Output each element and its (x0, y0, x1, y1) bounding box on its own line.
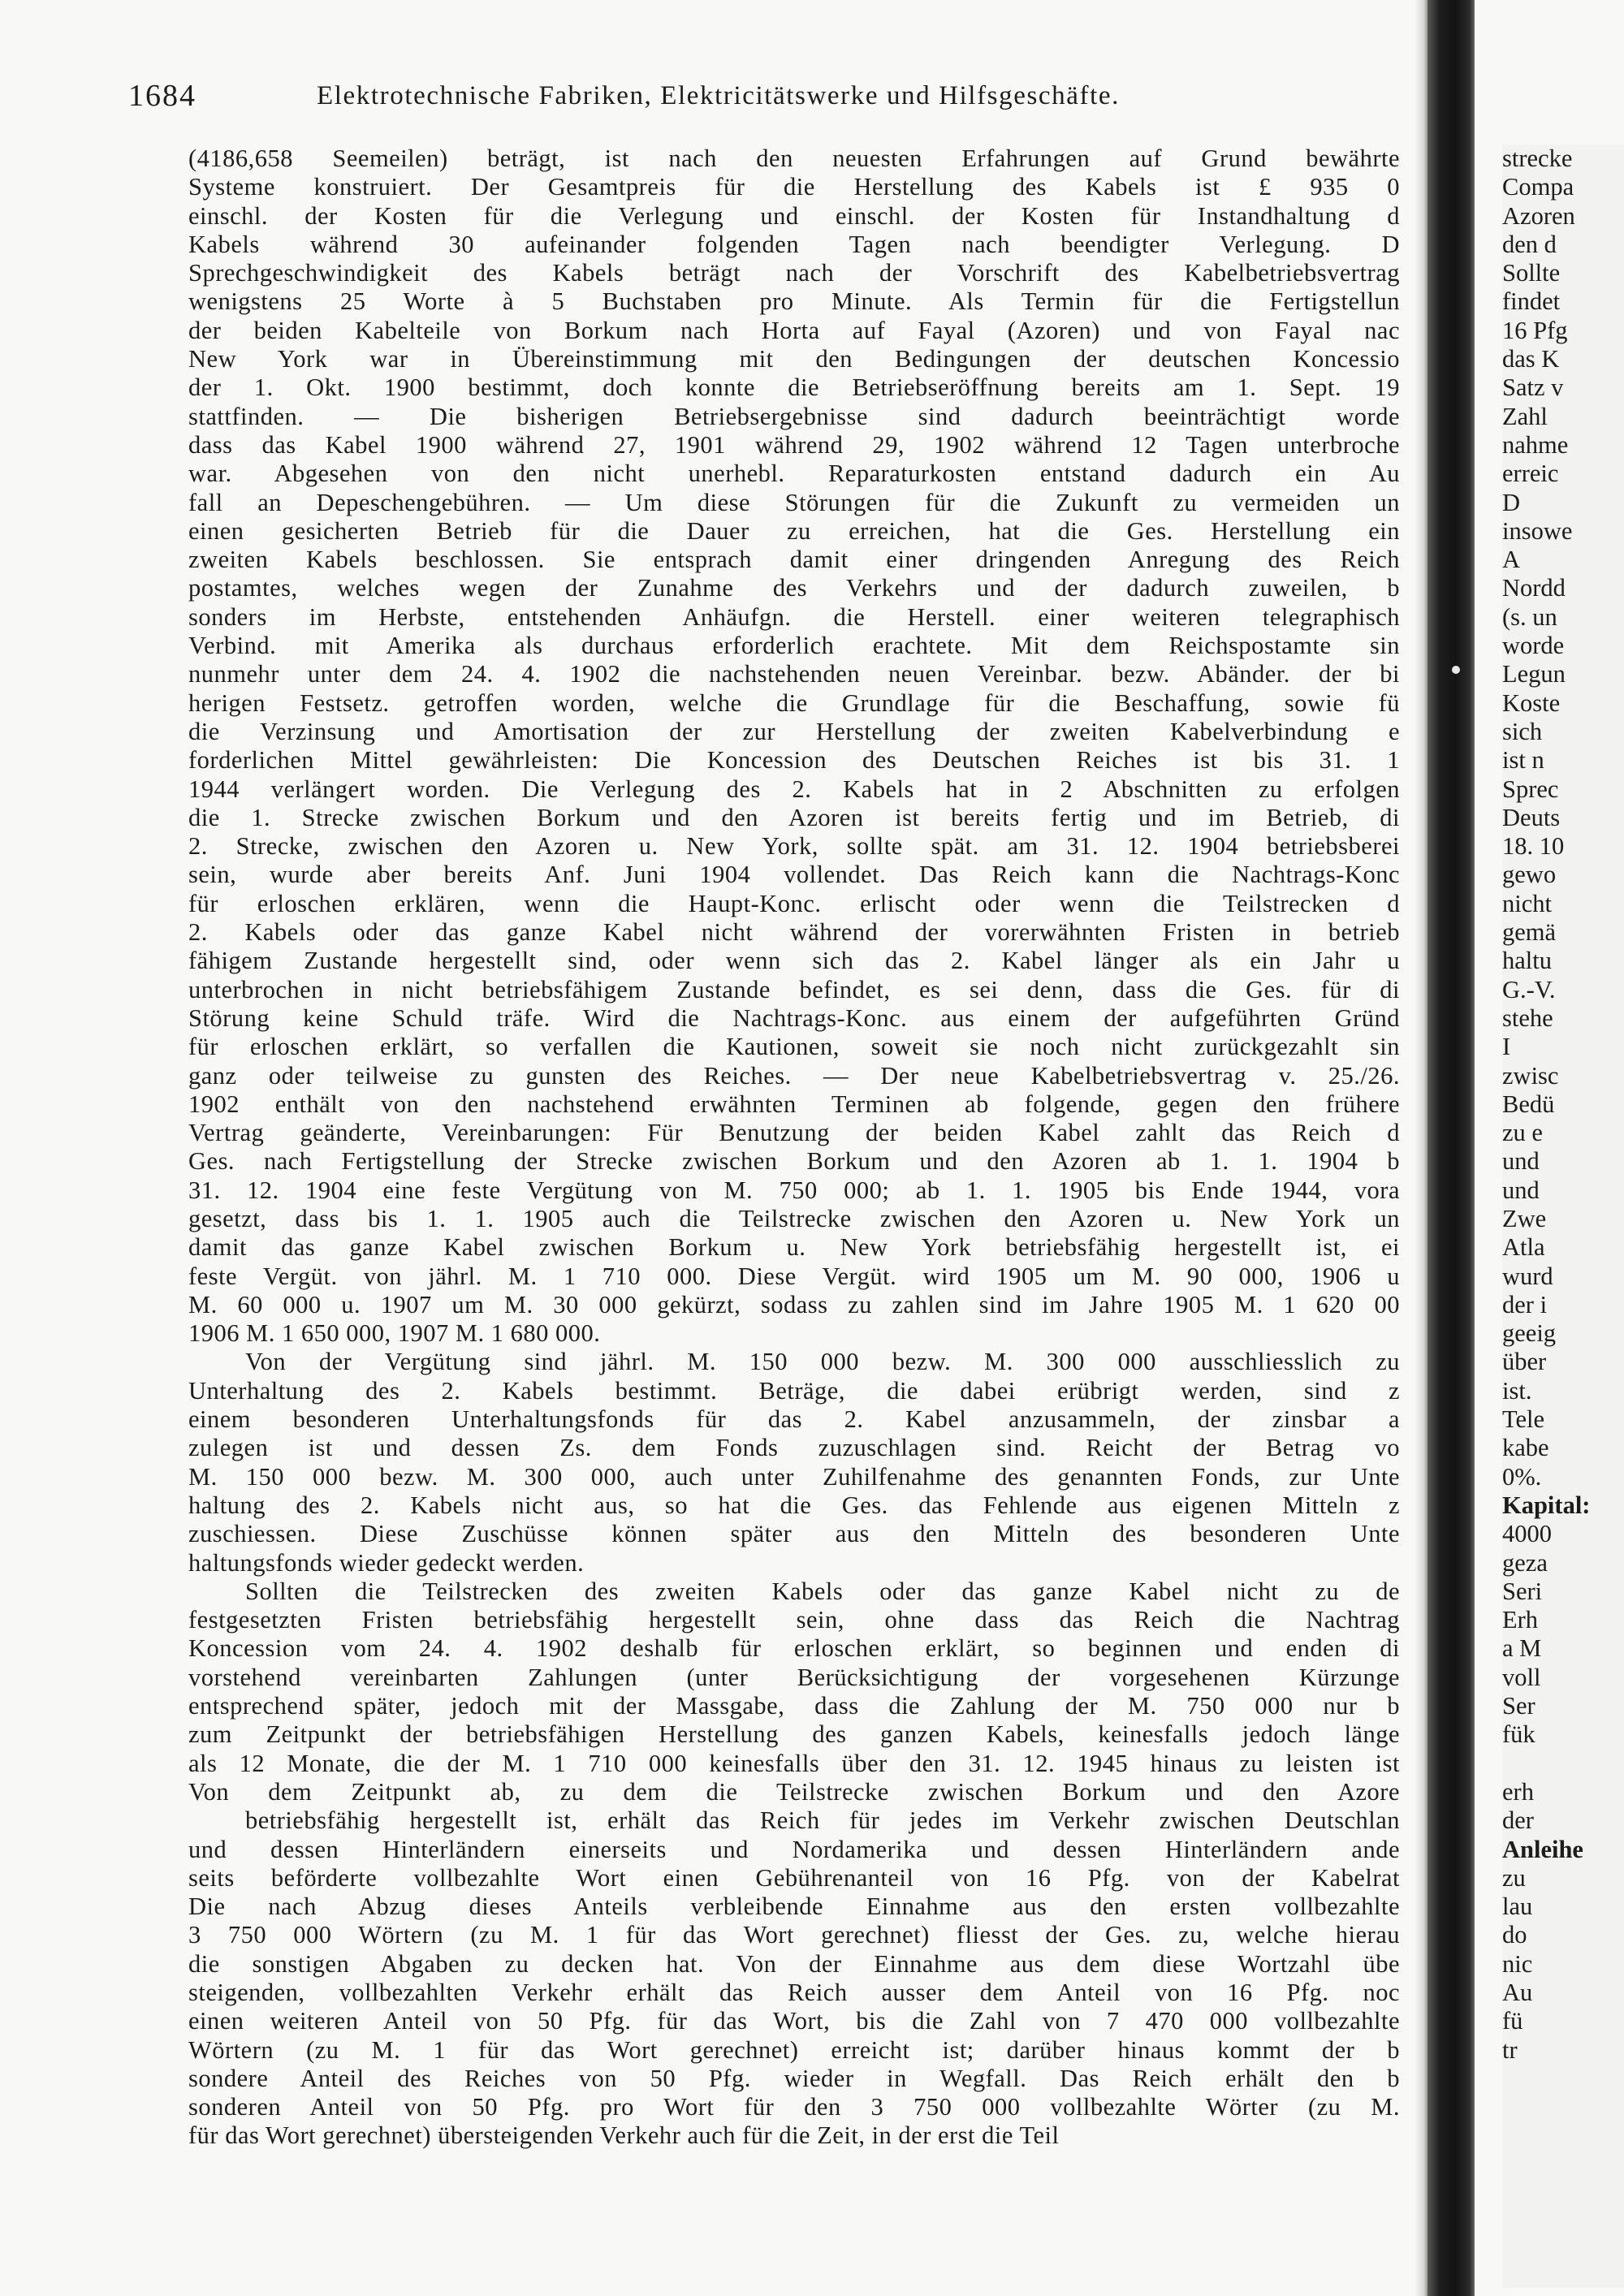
facing-text-line: Anleihe (1502, 1835, 1583, 1863)
text-line: Von dem Zeitpunkt ab, zu dem die Teilstrecke zwischen Borkum und den Azore (188, 1777, 1400, 1806)
text-line: die 1. Strecke zwischen Borkum und den Azoren ist bereits fertig und im Betrieb, di (188, 803, 1400, 831)
text-line: M. 150 000 bezw. M. 300 000, auch unter Zuhilfenahme des genannten Fonds, zur Unte (188, 1462, 1400, 1491)
text-line: unterbrochen in nicht betriebsfähigem Zustande befindet, es sei denn, dass die Ges. für di (188, 975, 1400, 1003)
facing-text-line: nahme (1502, 430, 1569, 459)
facing-text-line: worde (1502, 632, 1565, 660)
facing-text-line: Ser (1502, 1692, 1535, 1720)
text-line: einen gesicherten Betrieb für die Dauer zu erreichen, hat die Ges. Herstellung ein (188, 516, 1400, 545)
book-gutter (1427, 0, 1475, 2296)
text-line: sonders im Herbste, entstehenden Anhäufgn. die Herstell. einer weiteren telegraphisch (188, 602, 1400, 631)
text-line: stattfinden. — Die bisherigen Betriebsergebnisse sind dadurch beeinträchtigt worde (188, 402, 1400, 430)
facing-text-line: zu e (1502, 1119, 1543, 1147)
facing-text-line: 16 Pfg (1502, 316, 1568, 344)
facing-text-line: Zwe (1502, 1204, 1547, 1232)
text-line: der 1. Okt. 1900 bestimmt, doch konnte die Betriebseröffnung bereits am 1. Sept. 19 (188, 373, 1400, 402)
facing-text-line: a M (1502, 1634, 1542, 1663)
text-line: New York war in Übereinstimmung mit den Bedingungen der deutschen Koncessio (188, 345, 1400, 373)
facing-text-line: Zahl (1502, 402, 1548, 430)
facing-text-line: (s. un (1502, 602, 1557, 631)
text-line: entsprechend später, jedoch mit der Massgabe, dass die Zahlung der M. 750 000 nur b (188, 1692, 1400, 1720)
text-line: vorstehend vereinbarten Zahlungen (unter Berücksichtigung der vorgesehenen Kürzunge (188, 1663, 1400, 1691)
facing-text-line: Satz v (1502, 373, 1564, 402)
text-line: fall an Depeschengebühren. — Um diese Störungen für die Zukunft zu vermeiden un (188, 488, 1400, 516)
main-text-column (188, 145, 1400, 2231)
facing-text-line: voll (1502, 1663, 1541, 1691)
facing-text-line: insowe (1502, 516, 1573, 545)
facing-text-line: der i (1502, 1290, 1548, 1318)
text-line: Ges. nach Fertigstellung der Strecke zwischen Borkum und den Azoren ab 1. 1. 1904 b (188, 1147, 1400, 1176)
facing-text-line: gewo (1502, 861, 1557, 889)
text-line: steigenden, vollbezahlten Verkehr erhält das Reich ausser dem Anteil von 16 Pfg. noc (188, 1979, 1400, 2006)
text-line: zweiten Kabels beschlossen. Sie entsprach damit einer dringenden Anregung des Reich (188, 546, 1400, 574)
text-line: herigen Festsetz. getroffen worden, welche die Grundlage für die Beschaffung, sowie fü (188, 688, 1400, 717)
text-line: Systeme konstruiert. Der Gesamtpreis für die Herstellung des Kabels ist £ 935 0 (188, 173, 1400, 201)
facing-text-line: findet (1502, 287, 1561, 316)
facing-text-line: Tele (1502, 1405, 1545, 1434)
facing-text-line: D (1502, 488, 1521, 516)
facing-text-line: Sollte (1502, 259, 1561, 287)
facing-text-line: ist. (1502, 1376, 1532, 1405)
text-line: zum Zeitpunkt der betriebsfähigen Herstellung des ganzen Kabels, keinesfalls jedoch länge (188, 1720, 1400, 1749)
text-line: Die nach Abzug dieses Anteils verbleibende Einnahme aus den ersten vollbezahlte (188, 1892, 1400, 1921)
facing-text-line: Compa (1502, 173, 1574, 201)
running-title: Elektrotechnische Fabriken, Elektricitätswerke und Hilfsgeschäfte. (317, 81, 1120, 110)
facing-text-line: G.-V. (1502, 975, 1556, 1003)
page-edge-shadow (1415, 0, 1427, 2296)
facing-text-line: Atla (1502, 1233, 1545, 1262)
text-line: Unterhaltung des 2. Kabels bestimmt. Beträge, die dabei erübrigt werden, sind z (188, 1376, 1400, 1405)
text-line: wenigstens 25 Worte à 5 Buchstaben pro Minute. Als Termin für die Fertigstellun (188, 287, 1400, 316)
text-line: 2. Strecke, zwischen den Azoren u. New York, sollte spät. am 31. 12. 1904 betriebsberei (188, 832, 1400, 861)
text-line: 1906 M. 1 650 000, 1907 M. 1 680 000. (188, 1319, 601, 1348)
text-line: einen weiteren Anteil von 50 Pfg. für das Wort, bis die Zahl von 7 470 000 vollbezahlte (188, 2007, 1400, 2035)
facing-text-line: und (1502, 1147, 1540, 1176)
text-line: festgesetzten Fristen betriebsfähig hergestellt sein, ohne dass das Reich die Nachtrag (188, 1606, 1400, 1634)
facing-text-line: sich (1502, 717, 1543, 745)
page-number: 1684 (128, 79, 197, 113)
text-line: fähigem Zustande hergestellt sind, oder wenn sich das 2. Kabel länger als ein Jahr u (188, 947, 1400, 975)
facing-text-line: 0%. (1502, 1462, 1542, 1491)
facing-text-line: Erh (1502, 1606, 1539, 1634)
text-line: forderlichen Mittel gewährleisten: Die Koncession des Deutschen Reiches ist bis 31. 1 (188, 746, 1400, 775)
facing-text-line: Bedü (1502, 1090, 1555, 1118)
facing-text-line: stehe (1502, 1003, 1553, 1032)
text-line: haltung des 2. Kabels nicht aus, so hat die Ges. das Fehlende aus eigenen Mitteln z (188, 1491, 1400, 1519)
facing-text-line: geeig (1502, 1319, 1557, 1348)
facing-text-line: nic (1502, 1949, 1533, 1978)
facing-text-line: und (1502, 1176, 1540, 1204)
facing-text-line: das K (1502, 345, 1560, 373)
text-line: (4186,658 Seemeilen) beträgt, ist nach den neuesten Erfahrungen auf Grund bewährte (188, 145, 1400, 172)
facing-text-line: Azoren (1502, 201, 1575, 230)
facing-text-line: zwisc (1502, 1061, 1559, 1090)
text-line: als 12 Monate, die der M. 1 710 000 keinesfalls über den 31. 12. 1945 hinaus zu leisten ist (188, 1749, 1400, 1777)
text-line: M. 60 000 u. 1907 um M. 30 000 gekürzt, sodass zu zahlen sind im Jahre 1905 M. 1 620 00 (188, 1290, 1400, 1318)
text-line: einschl. der Kosten für die Verlegung und einschl. der Kosten für Instandhaltung d (188, 201, 1400, 230)
facing-text-line: gemä (1502, 918, 1557, 947)
facing-text-line: Au (1502, 1979, 1533, 2006)
text-line: Verbind. mit Amerika als durchaus erforderlich erachtete. Mit dem Reichspostamte sin (188, 632, 1400, 660)
text-line: haltungsfonds wieder gedeckt werden. (188, 1548, 585, 1577)
text-line: Vertrag geänderte, Vereinbarungen: Für Benutzung der beiden Kabel zahlt das Reich d (188, 1119, 1400, 1147)
facing-text-line: der (1502, 1806, 1534, 1835)
text-line: einem besonderen Unterhaltungsfonds für das 2. Kabel anzusammeln, der zinsbar a (188, 1405, 1400, 1434)
facing-text-line: 4000 (1502, 1520, 1552, 1548)
facing-text-line: erh (1502, 1777, 1534, 1806)
facing-text-line: wurd (1502, 1262, 1553, 1290)
text-line: 2. Kabels oder das ganze Kabel nicht während der vorerwähnten Fristen in betrieb (188, 918, 1400, 947)
facing-text-line: strecke (1502, 145, 1573, 172)
facing-text-line: nicht (1502, 889, 1552, 917)
text-line: seits beförderte vollbezahlte Wort einen Gebührenanteil von 16 Pfg. von der Kabelrat (188, 1863, 1400, 1892)
text-line: für erloschen erklärt, so verfallen die Kautionen, soweit sie noch nicht zurückgezahlt sin (188, 1033, 1400, 1061)
text-line: zulegen ist und dessen Zs. dem Fonds zuzuschlagen sind. Reicht der Betrag vo (188, 1434, 1400, 1462)
facing-text-line: kabe (1502, 1434, 1549, 1462)
text-line: postamtes, welches wegen der Zunahme des Verkehrs und der dadurch zuweilen, b (188, 574, 1400, 602)
facing-text-line: fü (1502, 2007, 1523, 2035)
facing-page-column (1502, 145, 1624, 2288)
text-line: war. Abgesehen von den nicht unerhebl. Reparaturkosten entstand dadurch ein Au (188, 460, 1400, 488)
text-line: Sprechgeschwindigkeit des Kabels beträgt nach der Vorschrift des Kabelbetriebsvertrag (188, 259, 1400, 287)
text-line: feste Vergüt. von jährl. M. 1 710 000. Diese Vergüt. wird 1905 um M. 90 000, 1906 u (188, 1262, 1400, 1290)
text-line: dass das Kabel 1900 während 27, 1901 während 29, 1902 während 12 Tagen unterbroche (188, 430, 1400, 459)
text-line: 1902 enthält von den nachstehend erwähnten Terminen ab folgende, gegen den frühere (188, 1090, 1400, 1118)
text-line: Kabels während 30 aufeinander folgenden Tagen nach beendigter Verlegung. D (188, 230, 1400, 258)
facing-text-line: I (1502, 1033, 1511, 1061)
text-line: sein, wurde aber bereits Anf. Juni 1904 vollendet. Das Reich kann die Nachtrags-Konc (188, 861, 1400, 889)
facing-text-line: geza (1502, 1548, 1548, 1577)
facing-text-line: Deuts (1502, 803, 1561, 831)
facing-text-line: erreic (1502, 460, 1559, 488)
facing-text-line: den d (1502, 230, 1557, 258)
facing-text-line: Seri (1502, 1577, 1543, 1605)
facing-text-line: Koste (1502, 688, 1561, 717)
text-line: Koncession vom 24. 4. 1902 deshalb für erloschen erklärt, so beginnen und enden di (188, 1634, 1400, 1663)
text-line: betriebsfähig hergestellt ist, erhält das Reich für jedes im Verkehr zwischen Deutschlan (245, 1806, 1400, 1835)
gutter-speck (1452, 666, 1460, 674)
text-line: und dessen Hinterländern einerseits und Nordamerika und dessen Hinterländern ande (188, 1835, 1400, 1863)
facing-text-line: Nordd (1502, 574, 1566, 602)
text-line: der beiden Kabelteile von Borkum nach Horta auf Fayal (Azoren) und von Fayal nac (188, 316, 1400, 344)
facing-text-line: fük (1502, 1720, 1535, 1749)
facing-text-line: zu (1502, 1863, 1526, 1892)
text-line: 31. 12. 1904 eine feste Vergütung von M. 750 000; ab 1. 1. 1905 bis Ende 1944, vora (188, 1176, 1400, 1204)
facing-text-line: tr (1502, 2035, 1518, 2064)
text-line: für erloschen erklären, wenn die Haupt-Konc. erlischt oder wenn die Teilstrecken d (188, 889, 1400, 917)
facing-text-line (1502, 1750, 1624, 1778)
text-line: 1944 verlängert worden. Die Verlegung des 2. Kabels hat in 2 Abschnitten zu erfolgen (188, 775, 1400, 803)
text-line: gesetzt, dass bis 1. 1. 1905 auch die Teilstrecke zwischen den Azoren u. New York un (188, 1204, 1400, 1232)
text-line: ganz oder teilweise zu gunsten des Reiches. — Der neue Kabelbetriebsvertrag v. 25./26. (188, 1061, 1400, 1090)
text-line: Wörtern (zu M. 1 für das Wort gerechnet) erreicht ist; darüber hinaus kommt der b (188, 2035, 1400, 2064)
facing-text-line: do (1502, 1921, 1527, 1949)
text-line: sonderen Anteil von 50 Pfg. pro Wort für den 3 750 000 vollbezahlte Wörter (zu M. (188, 2093, 1400, 2121)
text-line: Von der Vergütung sind jährl. M. 150 000 bezw. M. 300 000 ausschliesslich zu (245, 1348, 1400, 1376)
text-line: nunmehr unter dem 24. 4. 1902 die nachstehenden neuen Vereinbar. bezw. Abänder. der bi (188, 660, 1400, 688)
facing-text-line: lau (1502, 1892, 1533, 1921)
text-line: Sollten die Teilstrecken des zweiten Kabels oder das ganze Kabel nicht zu de (245, 1577, 1400, 1605)
facing-text-line: Kapital: (1502, 1491, 1591, 1519)
text-line: damit das ganze Kabel zwischen Borkum u. New York betriebsfähig hergestellt ist, ei (188, 1233, 1400, 1262)
facing-text-line: haltu (1502, 947, 1552, 975)
facing-text-line: über (1502, 1348, 1547, 1376)
text-line: sondere Anteil des Reiches von 50 Pfg. wieder in Wegfall. Das Reich erhält den b (188, 2064, 1400, 2092)
facing-text-line: A (1502, 546, 1521, 574)
text-line: zuschiessen. Diese Zuschüsse können später aus den Mitteln des besonderen Unte (188, 1520, 1400, 1548)
text-line: 3 750 000 Wörtern (zu M. 1 für das Wort gerechnet) fliesst der Ges. zu, welche hierau (188, 1921, 1400, 1949)
facing-text-line: Sprec (1502, 775, 1559, 803)
text-line: die Verzinsung und Amortisation der zur Herstellung der zweiten Kabelverbindung e (188, 717, 1400, 745)
facing-text-line: Legun (1502, 660, 1566, 688)
facing-text-line: ist n (1502, 746, 1544, 775)
text-line: Störung keine Schuld träfe. Wird die Nachtrags-Konc. aus einem der aufgeführten Gründ (188, 1003, 1400, 1032)
facing-text-line: 18. 10 (1502, 832, 1565, 861)
text-line: die sonstigen Abgaben zu decken hat. Von der Einnahme aus dem diese Wortzahl übe (188, 1949, 1400, 1978)
text-line: für das Wort gerechnet) übersteigenden Verkehr auch für die Zeit, in der erst die Teil (188, 2121, 1060, 2150)
